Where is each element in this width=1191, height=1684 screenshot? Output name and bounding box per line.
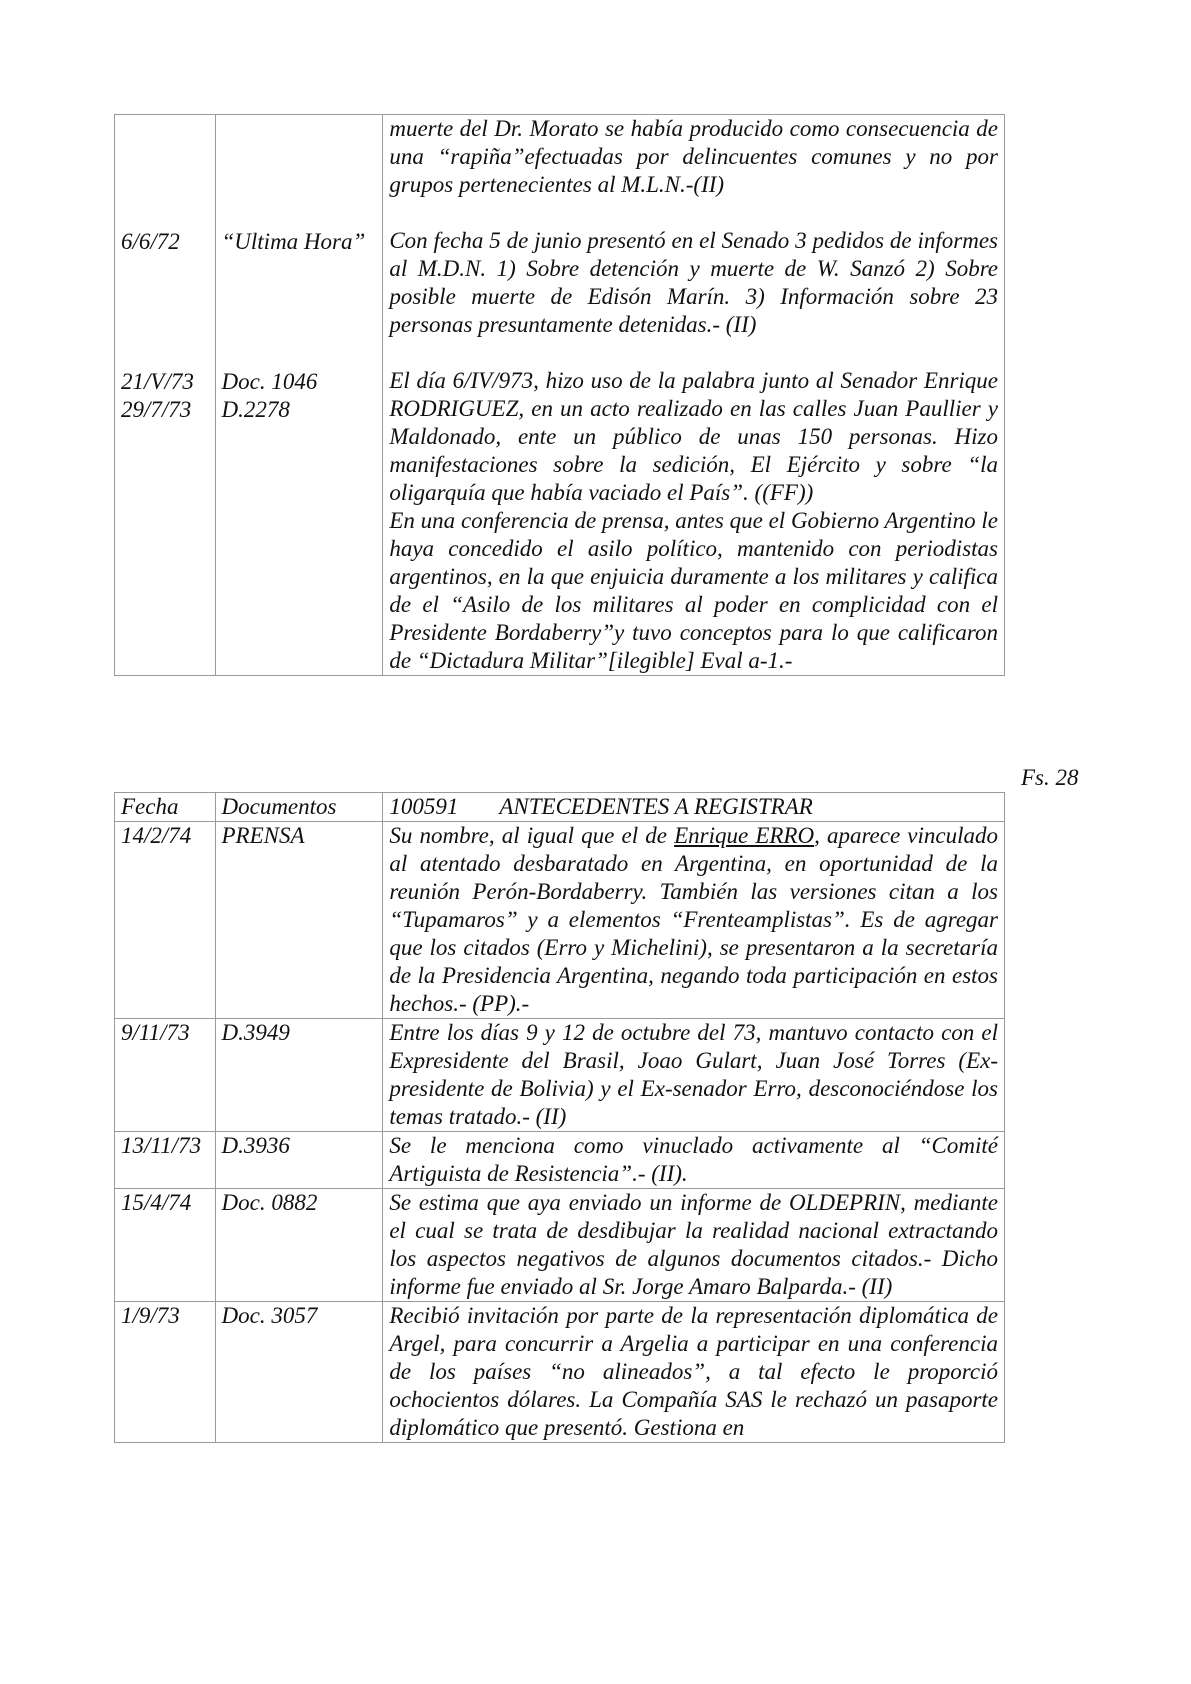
date-cell [115,822,216,1019]
table-row [115,115,1005,676]
document: D.3949 [221,1020,290,1045]
entry-text: Recibió invitación por parte de la representación diplomática de Argel, para concurrir a Argelia a participar en una conferencia de los países “no alineados”, a tal efecto le proporció ochocientos dólares. La Compañía SAS le rechazó un pasaporte diplomático que presentó. Gestiona en [389,1303,998,1440]
records-table-continued [114,114,1005,676]
document-cell [215,1189,383,1302]
entry-text-cell [383,1189,1005,1302]
entry-text: En una conferencia de prensa, antes que el Gobierno Argentino le haya concedido el asilo político, mantenido con periodistas argentinos, en la que enjuicia duramente a los militares y califica de el “Asilo de los militares al poder en complicidad con el Presidente Bordaberry”y tuvo conceptos para lo que calificaron de “Dictadura Militar”[ilegible] Eval a-1.- [389,508,998,673]
document-cell [215,115,383,676]
header-fecha: Fecha [115,793,216,822]
document: D.3936 [221,1133,290,1158]
document: Doc. 0882 [221,1190,318,1215]
entry-text-part: Su nombre, al igual que el de [389,823,675,848]
date-cell [115,115,216,676]
entry-text-cell [383,1019,1005,1132]
entry-text: Con fecha 5 de junio presentó en el Senado 3 pedidos de informes al M.D.N. 1) Sobre detención y muerte de W. Sanzó 2) Sobre posible muerte de Edisón Marín. 3) Información sobre 23 personas presuntamente detenidas.- (II) [389,228,998,337]
table-row [115,1189,1005,1302]
entry-text: Se estima que aya enviado un informe de OLDEPRIN, mediante el cual se trata de desdibujar la realidad nacional extractando los aspectos negativos de algunos documentos citados.- Dicho informe fue enviado al Sr. Jorge Amaro Balparda.- (II) [389,1190,998,1299]
date: 13/11/73 [121,1133,202,1158]
table-row [115,1302,1005,1443]
antecedents-table [114,792,1005,1443]
entry-text: Se le menciona como vinuclado activamente al “Comité Artiguista de Resistencia”.- (II). [389,1133,998,1186]
date: 15/4/74 [121,1190,192,1215]
document: Doc. 3057 [221,1303,318,1328]
entry-text-cell [383,115,1005,676]
entry-text: El día 6/IV/973, hizo uso de la palabra junto al Senador Enrique RODRIGUEZ, en un acto realizado en las calles Juan Paullier y Maldonado, ente un público de unas 150 personas. Hizo manifestaciones sobre la sedición, El Ejército y sobre “la oligarquía que había vaciado el País”. ((FF)) [389,368,998,505]
document-cell [215,822,383,1019]
entry-document: PRENSA [221,823,305,848]
entry-text: Entre los días 9 y 12 de octubre del 73, mantuvo contacto con el Expresidente del Brasil, Joao Gulart, Juan José Torres (Ex-presidente de Bolivia) y el Ex-senador Erro, desconociéndose los temas tratado.- (II) [389,1020,998,1129]
entry-text-cell [383,822,1005,1019]
date: 9/11/73 [121,1020,190,1045]
table-row [115,822,1005,1019]
entry-document: Doc. 1046 [221,368,318,394]
table-header-row [115,793,1005,822]
date-cell [115,1132,216,1189]
document-cell [215,1132,383,1189]
entry-date: 14/2/74 [121,823,192,848]
date: 1/9/73 [121,1303,180,1328]
date-cell [115,1189,216,1302]
entry-document: “Ultima Hora” [221,228,366,254]
entry-text-cell [383,1132,1005,1189]
folio-marker: Fs. 28 [1021,765,1079,790]
entry-text-cell [383,1302,1005,1443]
entry-text-part: , aparece vinculado al atentado desbaratado en Argentina, en oportunidad de la reunión Perón-Bordaberry. También las versiones citan a los “Tupamaros” y a elementos “Frenteamplistas”. Es de agregar que los citados (Erro y Michelini), se presentaron a la secretaría de la Presidencia Argentina, negando toda participación en estos hechos.- (PP).- [389,823,999,1016]
date-cell [115,1302,216,1443]
underlined-name: Enrique ERRO [674,823,815,848]
entry-date: 6/6/72 [121,228,180,254]
table-row [115,1019,1005,1132]
entry-date: 29/7/73 [121,396,192,422]
header-title: ANTECEDENTES A REGISTRAR [499,794,813,819]
entry-document: D.2278 [221,396,290,422]
document-cell [215,1019,383,1132]
entry-text: muerte del Dr. Morato se había producido como consecuencia de una “rapiña”efectuadas por delincuentes comunes y no por grupos pertenecientes al M.L.N.-(II) [389,116,998,197]
header-documentos: Documentos [215,793,383,822]
row-spacer [389,339,998,367]
entry-text [389,822,998,1018]
row-spacer [389,199,998,227]
table-row [115,1132,1005,1189]
document-cell [215,1302,383,1443]
header-record-number: 100591 [389,794,459,819]
date-cell [115,1019,216,1132]
header-title-cell [383,793,1005,822]
entry-date: 21/V/73 [121,368,194,394]
